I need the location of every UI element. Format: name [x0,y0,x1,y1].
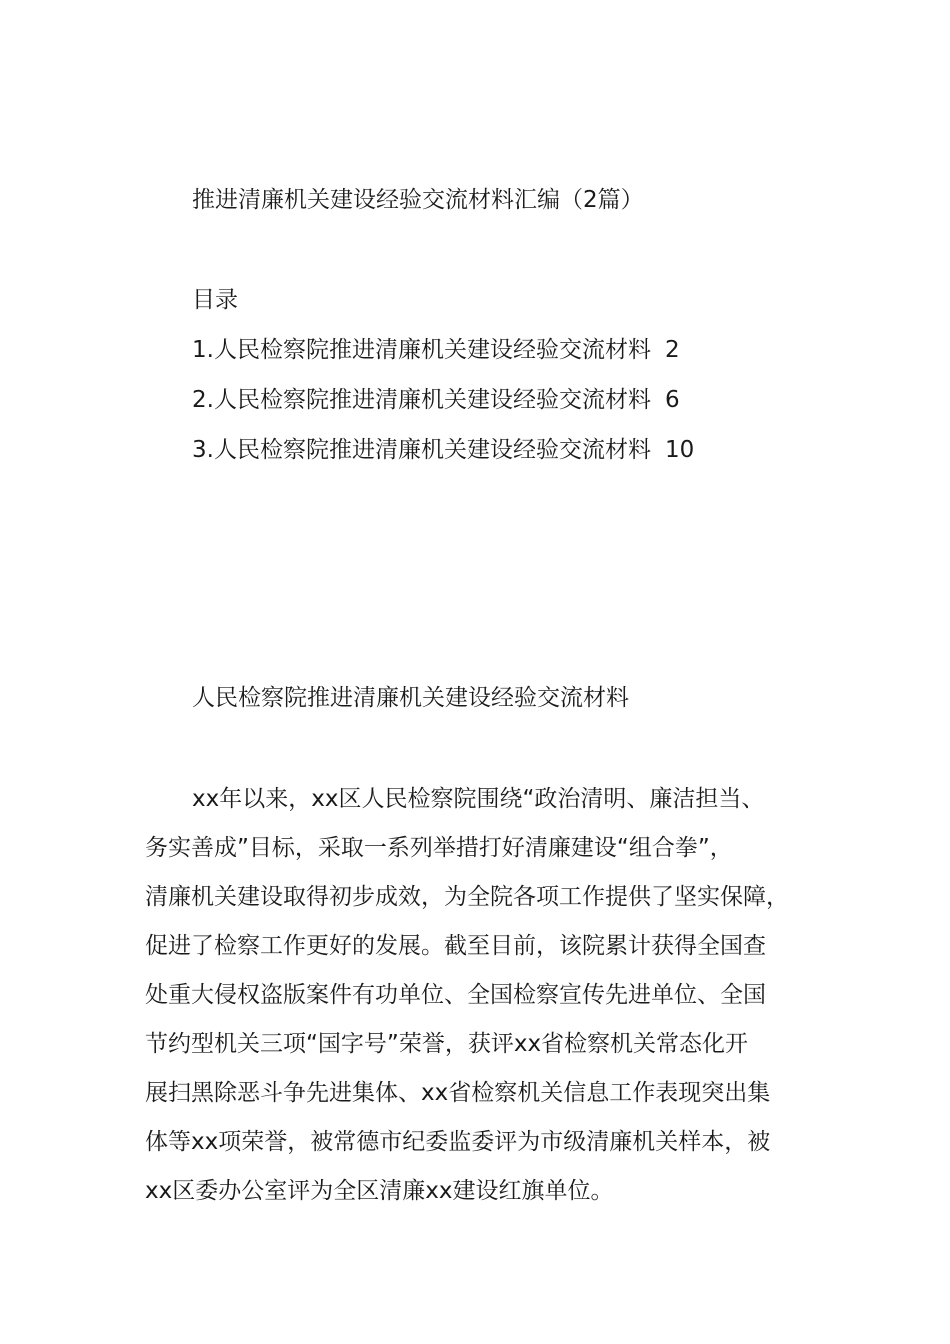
toc-entry-2[interactable] [192,384,694,434]
toc-entry-page: 6 [664,387,680,413]
body-line: 清廉机关建设取得初步成效，为全院各项工作提供了坚实保障， [145,884,789,910]
toc-entry-3[interactable] [192,434,694,484]
toc-entry-page: 2 [664,337,680,363]
toc-entry-text: 人民检察院推进清廉机关建设经验交流材料 [213,387,651,413]
toc-entry-number: 3. [192,437,214,463]
toc-entry-number: 1. [192,337,214,363]
body-line: 展扫黑除恶斗争先进集体、xx省检察机关信息工作表现突出集 [145,1080,771,1106]
toc-entry-text: 人民检察院推进清廉机关建设经验交流材料 [213,337,651,363]
body-line: xx年以来，xx区人民检察院围绕“政治清明、廉洁担当、 [192,786,765,812]
table-of-contents [192,334,694,484]
toc-heading: 目录 [192,287,238,313]
toc-entry-number: 2. [192,387,214,413]
body-line: 体等xx项荣誉，被常德市纪委监委评为市级清廉机关样本，被 [145,1129,771,1155]
body-line: 促进了检察工作更好的发展。截至目前，该院累计获得全国查 [145,933,766,959]
toc-entry-1[interactable] [192,334,694,384]
article-body [145,783,825,1224]
body-line: xx区委办公室评为全区清廉xx建设红旗单位。 [145,1178,614,1204]
toc-entry-text: 人民检察院推进清廉机关建设经验交流材料 [213,437,651,463]
document-title: 推进清廉机关建设经验交流材料汇编（2篇） [192,187,644,213]
body-line: 处重大侵权盗版案件有功单位、全国检察宣传先进单位、全国 [145,982,766,1008]
toc-entry-page: 10 [664,437,695,463]
body-line: 务实善成”目标，采取一系列举措打好清廉建设“组合拳”， [145,835,733,861]
body-line: 节约型机关三项“国字号”荣誉，获评xx省检察机关常态化开 [145,1031,749,1057]
article-title: 人民检察院推进清廉机关建设经验交流材料 [192,685,629,711]
